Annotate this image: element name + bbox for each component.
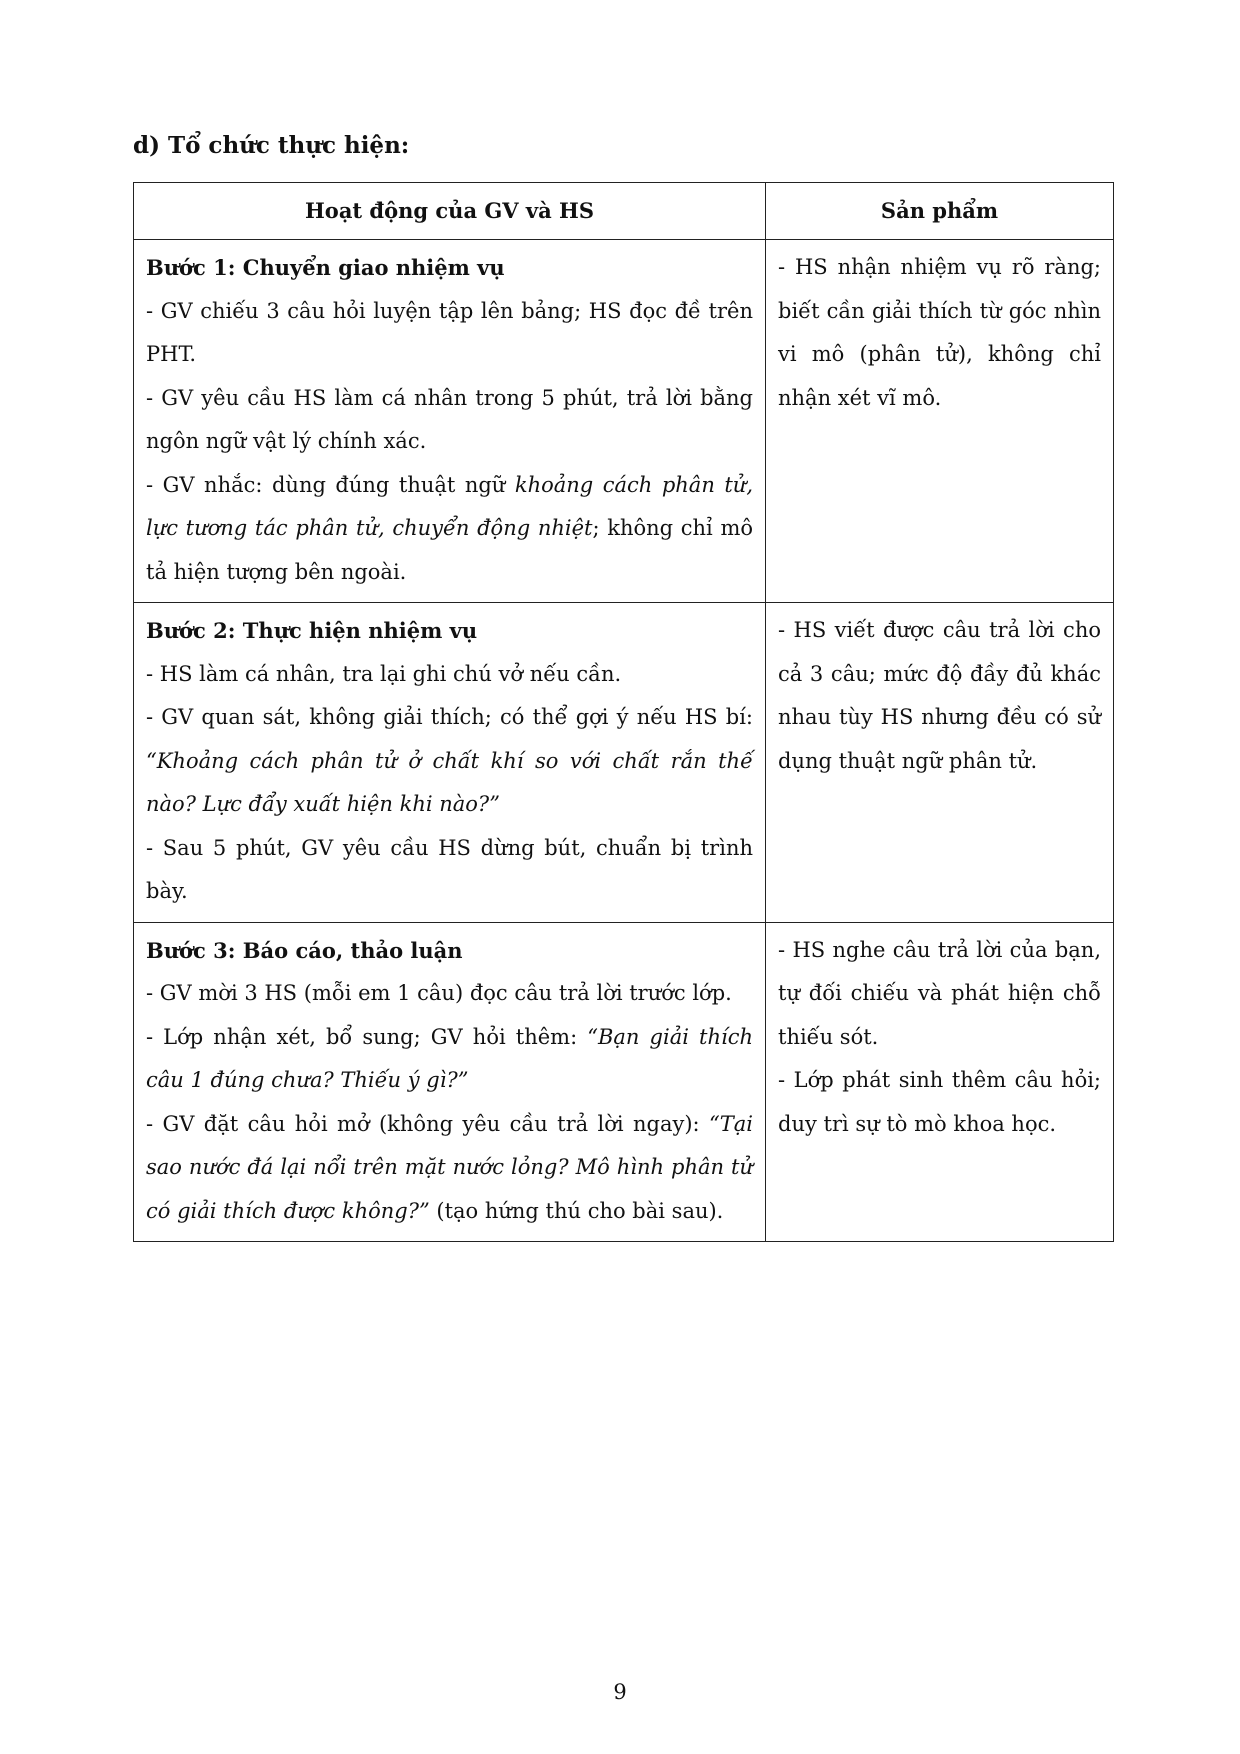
text-run: - GV quan sát, không giải thích; có thể gợi ý nếu HS bí: <box>146 705 753 729</box>
activity-line: - Sau 5 phút, GV yêu cầu HS dừng bút, chuẩn bị trình bày. <box>146 835 753 903</box>
page-number: 9 <box>613 1680 627 1704</box>
text-run: ; không chỉ mô tả hiện tượng bên ngoài. <box>146 516 754 584</box>
text-run: - GV nhắc: dùng đúng thuật ngữ <box>146 472 515 497</box>
activity-cell <box>134 922 766 1242</box>
product-line: - HS nghe câu trả lời của bạn, tự đối chiếu và phát hiện chỗ thiếu sót. <box>778 937 1101 1049</box>
italic-terms: khoảng cách phân tử, lực tương tác phân tử, chuyển động nhiệt <box>146 472 753 540</box>
text-run: - GV đặt câu hỏi mở (không yêu cầu trả lời ngay): <box>146 1111 710 1136</box>
table-row <box>134 603 1114 923</box>
activity-line <box>146 1016 753 1103</box>
activity-cell <box>134 240 766 603</box>
activity-line <box>146 464 753 595</box>
product-line: - HS viết được câu trả lời cho cả 3 câu; mức độ đầy đủ khác nhau tùy HS nhưng đều có sử dụng thuật ngữ phân tử. <box>778 618 1101 773</box>
table-row <box>134 922 1114 1242</box>
product-cell <box>766 603 1114 923</box>
product-cell <box>766 240 1114 603</box>
table-header-row <box>134 183 1114 240</box>
header-product: Sản phẩm <box>766 183 1114 240</box>
activity-line: - GV chiếu 3 câu hỏi luyện tập lên bảng; HS đọc đề trên PHT. <box>146 298 753 366</box>
product-cell <box>766 922 1114 1242</box>
text-run: - Lớp nhận xét, bổ sung; GV hỏi thêm: <box>146 1024 588 1049</box>
table-row <box>134 240 1114 603</box>
activity-line: - HS làm cá nhân, tra lại ghi chú vở nếu cần. <box>146 661 622 686</box>
activity-line <box>146 1103 753 1234</box>
step-title: Bước 3: Báo cáo, thảo luận <box>146 937 463 963</box>
lesson-activity-table <box>133 182 1114 1242</box>
step-title: Bước 1: Chuyển giao nhiệm vụ <box>146 255 505 280</box>
italic-quote: “Khoảng cách phân tử ở chất khí so với chất rắn thế nào? Lực đẩy xuất hiện khi nào?” <box>146 748 753 816</box>
activity-cell <box>134 603 766 923</box>
text-run: (tạo hứng thú cho bài sau). <box>429 1198 724 1223</box>
activity-line <box>146 696 753 827</box>
product-line: - Lớp phát sinh thêm câu hỏi; duy trì sự tò mò khoa học. <box>778 1068 1101 1136</box>
product-line: - HS nhận nhiệm vụ rõ ràng; biết cần giải thích từ góc nhìn vi mô (phân tử), không chỉ nhận xét vĩ mô. <box>778 255 1101 410</box>
italic-quote: “Bạn giải thích câu 1 đúng chưa? Thiếu ý gì?” <box>146 1024 753 1092</box>
activity-line: - GV mời 3 HS (mỗi em 1 câu) đọc câu trả lời trước lớp. <box>146 981 732 1005</box>
activity-line: - GV yêu cầu HS làm cá nhân trong 5 phút, trả lời bằng ngôn ngữ vật lý chính xác. <box>146 385 753 453</box>
italic-quote: “Tại sao nước đá lại nổi trên mặt nước lỏng? Mô hình phân tử có giải thích được không?” <box>146 1111 753 1223</box>
section-heading: d) Tổ chức thực hiện: <box>133 132 410 159</box>
header-activity: Hoạt động của GV và HS <box>134 183 766 240</box>
step-title: Bước 2: Thực hiện nhiệm vụ <box>146 618 478 643</box>
